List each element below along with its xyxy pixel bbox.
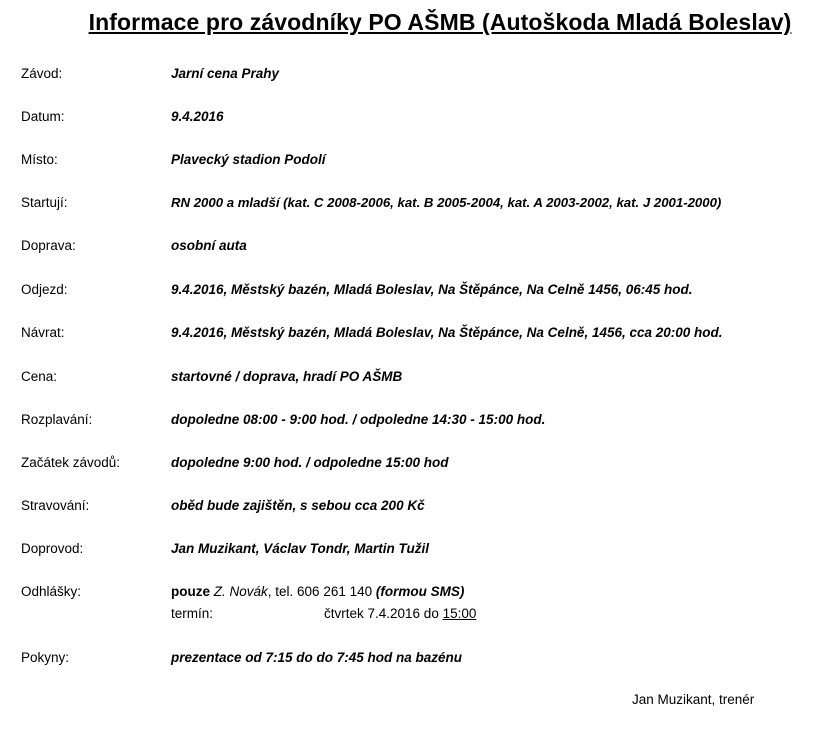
row-label: Pokyny: <box>21 650 70 665</box>
row-label: Doprava: <box>21 238 76 253</box>
row-value: 9.4.2016, Městský bazén, Mladá Boleslav, Na Štěpánce, Na Celně 1456, 06:45 hod. <box>171 282 693 297</box>
row-label: Doprovod: <box>21 541 84 556</box>
odhlasky-termin-day: čtvrtek 7.4.2016 do <box>324 606 439 621</box>
row-label: Datum: <box>21 109 65 124</box>
row-value: dopoledne 9:00 hod. / odpoledne 15:00 hod <box>171 455 449 470</box>
odhlasky-name: Z. Novák <box>213 584 268 599</box>
row-value: startovné / doprava, hradí PO AŠMB <box>171 369 403 384</box>
row-label: Závod: <box>21 66 63 81</box>
odhlasky-contact-line <box>171 584 464 599</box>
row-label: Cena: <box>21 369 58 384</box>
row-value: Jan Muzikant, Václav Tondr, Martin Tužil <box>171 541 430 556</box>
odhlasky-termin-time: 15:00 <box>442 606 477 621</box>
row-label: Rozplavání: <box>21 412 93 427</box>
odhlasky-termin-label: termín: <box>171 606 214 621</box>
odhlasky-pouze: pouze <box>171 584 210 599</box>
row-label: Odhlášky: <box>21 584 82 599</box>
row-label: Návrat: <box>21 325 65 340</box>
row-label: Začátek závodů: <box>21 455 121 470</box>
row-value: prezentace od 7:15 do do 7:45 hod na bazénu <box>171 650 463 665</box>
row-value: 9.4.2016, Městský bazén, Mladá Boleslav, Na Štěpánce, Na Celně, 1456, cca 20:00 hod. <box>171 325 723 340</box>
row-label: Odjezd: <box>21 282 68 297</box>
row-label: Stravování: <box>21 498 90 513</box>
row-value: Jarní cena Prahy <box>171 66 280 81</box>
row-value: RN 2000 a mladší (kat. C 2008-2006, kat. B 2005-2004, kat. A 2003-2002, kat. J 2001-2000) <box>171 195 722 210</box>
row-value: 9.4.2016 <box>171 109 224 124</box>
odhlasky-termin-value <box>324 606 476 621</box>
page-title: Informace pro závodníky PO AŠMB (Autoškoda Mladá Boleslav) <box>88 9 792 35</box>
row-label: Startují: <box>21 195 68 210</box>
odhlasky-sms: (formou SMS) <box>375 584 465 599</box>
signature: Jan Muzikant, trenér <box>632 692 755 707</box>
row-value: osobní auta <box>171 238 247 253</box>
row-value: Plavecký stadion Podolí <box>171 152 326 167</box>
row-label: Místo: <box>21 152 58 167</box>
odhlasky-tel: , tel. 606 261 140 <box>267 584 373 599</box>
row-value: dopoledne 08:00 - 9:00 hod. / odpoledne 14:30 - 15:00 hod. <box>171 412 546 427</box>
row-value: oběd bude zajištěn, s sebou cca 200 Kč <box>171 498 425 513</box>
